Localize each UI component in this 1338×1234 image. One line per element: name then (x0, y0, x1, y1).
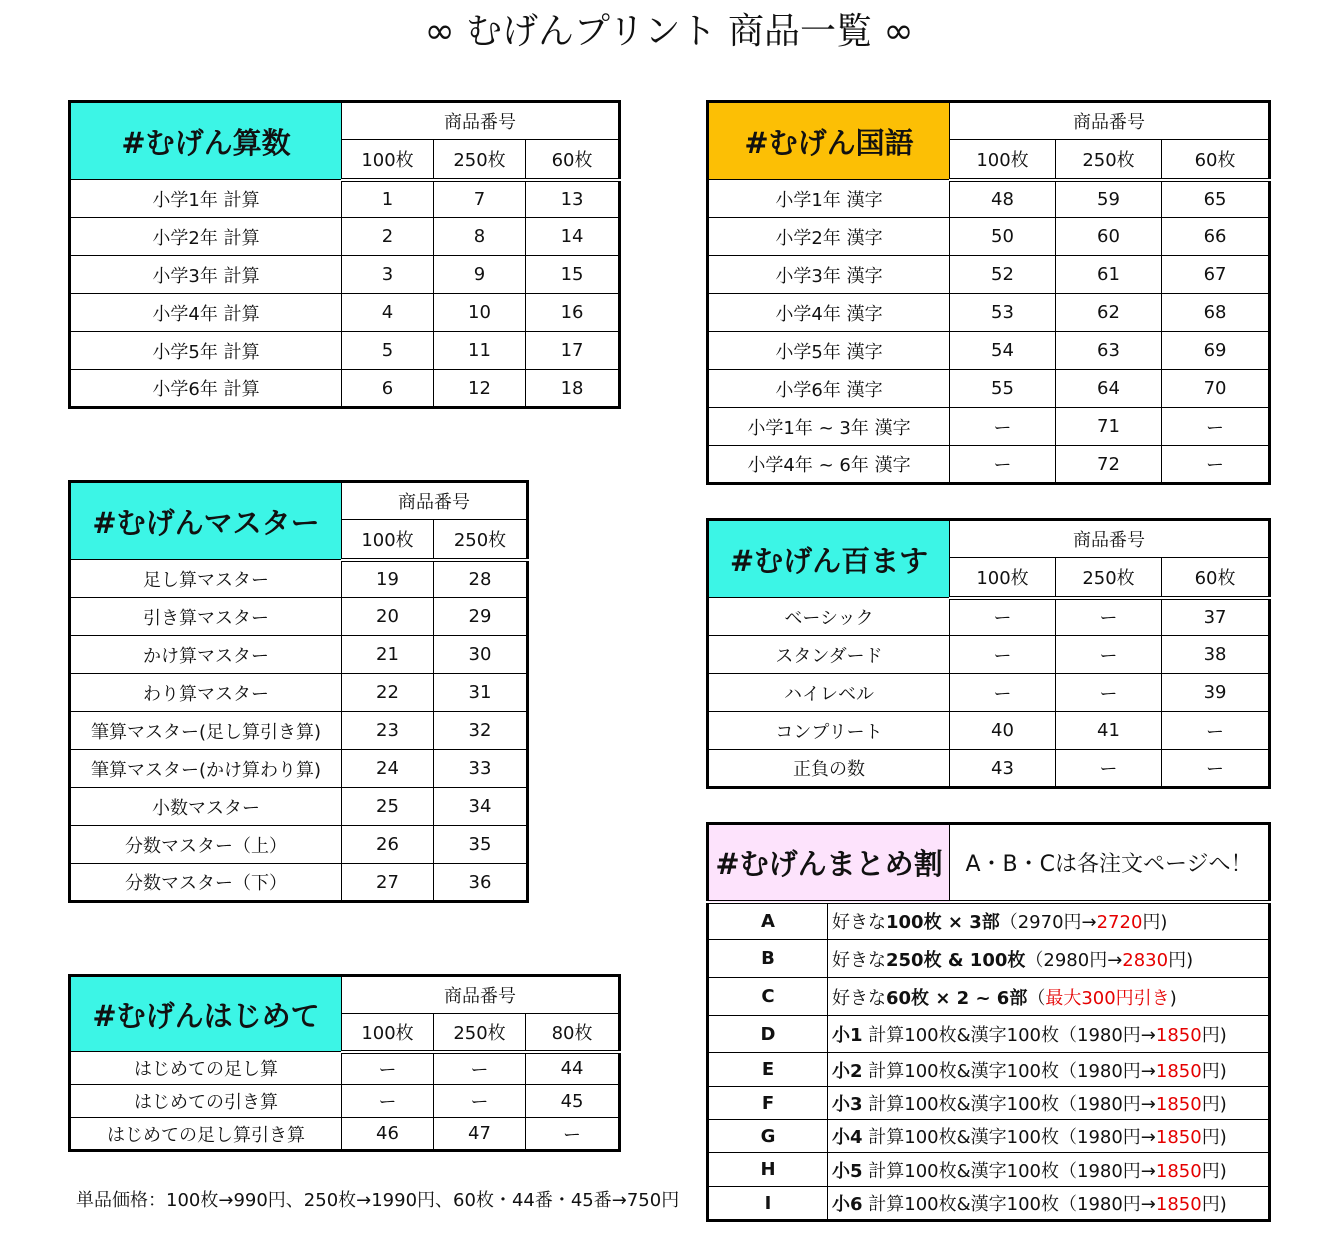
cell-100: 27 (342, 864, 434, 902)
table-row (708, 636, 1270, 674)
row-label: 小学3年 漢字 (708, 256, 950, 294)
row-label: はじめての足し算引き算 (70, 1118, 342, 1151)
desc-price: 計算100枚&漢字100枚（1980円→ (862, 1094, 1156, 1115)
desc-bold: 小6 (832, 1194, 863, 1215)
matome-table (706, 822, 1271, 1222)
cell-100: ー (950, 446, 1056, 484)
set-description (828, 1016, 1270, 1053)
table-row (708, 256, 1270, 294)
table-row (70, 294, 620, 332)
set-description (828, 1153, 1270, 1187)
table-row (708, 1120, 1270, 1153)
cell-100: 54 (950, 332, 1056, 370)
table-row (708, 902, 1270, 940)
desc-bold: 小5 (832, 1160, 863, 1182)
category-title: #むげん国語 (708, 102, 950, 180)
row-label: 小学5年 計算 (70, 332, 342, 370)
row-label: 筆算マスター(かけ算わり算) (70, 750, 342, 788)
category-title: #むげんはじめて (70, 976, 342, 1052)
cell-250: 64 (1056, 370, 1162, 408)
cell-60: 65 (1162, 180, 1270, 218)
desc-price: 計算100枚&漢字100枚（1980円→ (862, 1194, 1156, 1215)
product-number-header: 商品番号 (950, 520, 1270, 558)
table-row (708, 180, 1270, 218)
set-key: B (708, 940, 828, 978)
table-row (70, 180, 620, 218)
row-label: 小学3年 計算 (70, 256, 342, 294)
cell-100: 24 (342, 750, 434, 788)
cell-100: 43 (950, 750, 1056, 788)
set-key: I (708, 1187, 828, 1221)
set-key: F (708, 1087, 828, 1120)
row-label: かけ算マスター (70, 636, 342, 674)
desc-sale: 1850 (1155, 1025, 1202, 1046)
category-title: #むげん算数 (70, 102, 342, 180)
cell-250: 32 (434, 712, 528, 750)
row-label: 小学2年 漢字 (708, 218, 950, 256)
category-title: #むげんマスター (70, 482, 342, 560)
row-label: 小学4年 計算 (70, 294, 342, 332)
table-row (708, 1053, 1270, 1087)
cell-100: 53 (950, 294, 1056, 332)
cell-250: 12 (434, 370, 526, 408)
cell-250: 59 (1056, 180, 1162, 218)
desc-price: 計算100枚&漢字100枚（1980円→ (862, 1127, 1156, 1148)
set-key: A (708, 902, 828, 940)
col-100-header: 100枚 (342, 520, 434, 560)
desc-prefix: 好きな (832, 987, 886, 1009)
master-table (68, 480, 529, 903)
product-number-header: 商品番号 (342, 102, 620, 140)
table-row (70, 636, 528, 674)
desc-price: （2970円→ (999, 912, 1097, 934)
cell-100: 2 (342, 218, 434, 256)
table-row (708, 1153, 1270, 1187)
table-row (708, 370, 1270, 408)
cell-80: 44 (526, 1052, 620, 1085)
cell-80: 45 (526, 1085, 620, 1118)
col-250-header: 250枚 (1056, 558, 1162, 598)
table-row (70, 826, 528, 864)
set-description (828, 1053, 1270, 1087)
row-label: 小学5年 漢字 (708, 332, 950, 370)
cell-250: 72 (1056, 446, 1162, 484)
desc-bold: 小3 (832, 1094, 863, 1115)
table-row (70, 598, 528, 636)
set-description (828, 1120, 1270, 1153)
desc-prefix: 好きな (832, 949, 886, 971)
cell-60: 15 (526, 256, 620, 294)
order-note: A・B・Cは各注文ページへ！ (950, 824, 1270, 902)
cell-250: 10 (434, 294, 526, 332)
col-250-header: 250枚 (434, 1014, 526, 1052)
col-60-header: 60枚 (1162, 140, 1270, 180)
desc-bold: 60枚 × 2 ~ 6部 (886, 987, 1028, 1009)
desc-bold: 250枚 & 100枚 (886, 949, 1026, 971)
table-row (70, 750, 528, 788)
table-row (708, 1016, 1270, 1053)
cell-60: 67 (1162, 256, 1270, 294)
table-row (70, 218, 620, 256)
cell-100: 1 (342, 180, 434, 218)
cell-250: ー (1056, 750, 1162, 788)
product-number-header: 商品番号 (950, 102, 1270, 140)
desc-bold: 100枚 × 3部 (886, 912, 1000, 934)
table-row (708, 1187, 1270, 1221)
table-row (708, 674, 1270, 712)
col-100-header: 100枚 (950, 558, 1056, 598)
cell-250: 41 (1056, 712, 1162, 750)
cell-100: 3 (342, 256, 434, 294)
desc-suffix: 円) (1201, 1060, 1227, 1082)
table-row (70, 1052, 620, 1085)
col-60-header: 60枚 (1162, 558, 1270, 598)
cell-100: 25 (342, 788, 434, 826)
cell-250: 35 (434, 826, 528, 864)
desc-price: 計算100枚&漢字100枚（1980円→ (862, 1025, 1156, 1046)
desc-sale: 1850 (1155, 1060, 1202, 1082)
set-key: E (708, 1053, 828, 1087)
cell-250: 29 (434, 598, 528, 636)
cell-100: 6 (342, 370, 434, 408)
desc-price: （ (1027, 987, 1046, 1009)
row-label: 小学6年 漢字 (708, 370, 950, 408)
cell-60: 38 (1162, 636, 1270, 674)
cell-100: 52 (950, 256, 1056, 294)
set-description (828, 1087, 1270, 1120)
table-row (70, 674, 528, 712)
cell-100: 40 (950, 712, 1056, 750)
cell-250: 33 (434, 750, 528, 788)
col-60-header: 60枚 (526, 140, 620, 180)
cell-100: ー (342, 1052, 434, 1085)
col-100-header: 100枚 (342, 140, 434, 180)
cell-60: 13 (526, 180, 620, 218)
sansu-table (68, 100, 621, 409)
page-title: ∞ むげんプリント 商品一覧 ∞ (424, 11, 914, 52)
desc-price: （2980円→ (1025, 949, 1123, 971)
row-label: 小学1年 計算 (70, 180, 342, 218)
kokugo-table (706, 100, 1271, 485)
table-row (70, 864, 528, 902)
desc-suffix: 円) (1201, 1160, 1227, 1182)
unit-price-note: 単品価格：100枚→990円、250枚→1990円、60枚・44番・45番→750円 (76, 1190, 680, 1211)
desc-suffix: 円) (1201, 1127, 1227, 1148)
cell-100: 23 (342, 712, 434, 750)
cell-250: 31 (434, 674, 528, 712)
cell-80: ー (526, 1118, 620, 1151)
cell-60: ー (1162, 750, 1270, 788)
table-row (70, 1118, 620, 1151)
cell-100: 19 (342, 560, 434, 598)
cell-100: 22 (342, 674, 434, 712)
desc-bold: 小1 (832, 1025, 863, 1046)
cell-60: 69 (1162, 332, 1270, 370)
cell-100: 21 (342, 636, 434, 674)
table-row (708, 218, 1270, 256)
cell-250: ー (434, 1085, 526, 1118)
cell-100: 5 (342, 332, 434, 370)
row-label: わり算マスター (70, 674, 342, 712)
desc-sale: 最大300円引き (1045, 987, 1170, 1009)
cell-60: 68 (1162, 294, 1270, 332)
cell-60: 16 (526, 294, 620, 332)
desc-sale: 1850 (1155, 1160, 1202, 1182)
row-label: 小学4年 漢字 (708, 294, 950, 332)
desc-sale: 1850 (1155, 1127, 1202, 1148)
cell-60: ー (1162, 712, 1270, 750)
cell-60: 17 (526, 332, 620, 370)
desc-bold: 小2 (832, 1060, 863, 1082)
cell-250: 62 (1056, 294, 1162, 332)
table-row (708, 978, 1270, 1016)
cell-100: 55 (950, 370, 1056, 408)
cell-100: ー (950, 636, 1056, 674)
cell-100: 4 (342, 294, 434, 332)
desc-price: 計算100枚&漢字100枚（1980円→ (862, 1160, 1156, 1182)
desc-suffix: 円) (1201, 1094, 1227, 1115)
col-250-header: 250枚 (434, 520, 528, 560)
table-row (70, 256, 620, 294)
table-row (708, 408, 1270, 446)
row-label: 分数マスター（下） (70, 864, 342, 902)
row-label: 小学1年 ~ 3年 漢字 (708, 408, 950, 446)
table-row (70, 712, 528, 750)
cell-250: 11 (434, 332, 526, 370)
cell-250: 36 (434, 864, 528, 902)
hajimete-table (68, 974, 621, 1152)
cell-250: 47 (434, 1118, 526, 1151)
desc-suffix: 円) (1201, 1025, 1227, 1046)
desc-prefix: 好きな (832, 912, 886, 934)
cell-250: 9 (434, 256, 526, 294)
table-row (708, 940, 1270, 978)
cell-100: ー (950, 598, 1056, 636)
table-row (70, 1085, 620, 1118)
table-row (708, 446, 1270, 484)
table-row (70, 332, 620, 370)
category-title: #むげん百ます (708, 520, 950, 598)
cell-60: 66 (1162, 218, 1270, 256)
cell-250: ー (1056, 636, 1162, 674)
table-row (708, 1087, 1270, 1120)
cell-250: 30 (434, 636, 528, 674)
cell-250: 8 (434, 218, 526, 256)
col-80-header: 80枚 (526, 1014, 620, 1052)
col-100-header: 100枚 (342, 1014, 434, 1052)
cell-60: 37 (1162, 598, 1270, 636)
cell-60: 14 (526, 218, 620, 256)
row-label: 引き算マスター (70, 598, 342, 636)
col-250-header: 250枚 (1056, 140, 1162, 180)
table-row (708, 712, 1270, 750)
set-key: G (708, 1120, 828, 1153)
row-label: 小数マスター (70, 788, 342, 826)
cell-100: 50 (950, 218, 1056, 256)
product-number-header: 商品番号 (342, 976, 620, 1014)
cell-60: 39 (1162, 674, 1270, 712)
table-row (70, 788, 528, 826)
col-250-header: 250枚 (434, 140, 526, 180)
desc-sale: 1850 (1155, 1094, 1202, 1115)
cell-100: 20 (342, 598, 434, 636)
cell-250: 34 (434, 788, 528, 826)
category-title: #むげんまとめ割 (708, 824, 950, 902)
set-description (828, 902, 1270, 940)
row-label: コンプリート (708, 712, 950, 750)
row-label: ハイレベル (708, 674, 950, 712)
cell-250: ー (1056, 674, 1162, 712)
desc-price: 計算100枚&漢字100枚（1980円→ (862, 1060, 1156, 1082)
cell-60: ー (1162, 446, 1270, 484)
cell-250: 63 (1056, 332, 1162, 370)
cell-100: 26 (342, 826, 434, 864)
table-row (708, 332, 1270, 370)
cell-100: ー (950, 408, 1056, 446)
row-label: スタンダード (708, 636, 950, 674)
row-label: ベーシック (708, 598, 950, 636)
table-row (708, 750, 1270, 788)
desc-suffix: 円) (1201, 1194, 1227, 1215)
set-key: H (708, 1153, 828, 1187)
desc-sale: 2720 (1096, 912, 1143, 934)
desc-suffix: 円) (1168, 949, 1194, 971)
cell-250: 28 (434, 560, 528, 598)
cell-100: ー (950, 674, 1056, 712)
row-label: はじめての引き算 (70, 1085, 342, 1118)
cell-100: 48 (950, 180, 1056, 218)
cell-60: 70 (1162, 370, 1270, 408)
cell-60: ー (1162, 408, 1270, 446)
desc-sale: 1850 (1155, 1194, 1202, 1215)
cell-250: ー (1056, 598, 1162, 636)
product-number-header: 商品番号 (342, 482, 528, 520)
cell-250: 71 (1056, 408, 1162, 446)
desc-sale: 2830 (1122, 949, 1169, 971)
col-100-header: 100枚 (950, 140, 1056, 180)
row-label: 小学1年 漢字 (708, 180, 950, 218)
desc-suffix: 円) (1142, 912, 1168, 934)
row-label: 小学6年 計算 (70, 370, 342, 408)
cell-100: ー (342, 1085, 434, 1118)
set-description (828, 978, 1270, 1016)
row-label: 分数マスター（上） (70, 826, 342, 864)
cell-250: 7 (434, 180, 526, 218)
set-key: D (708, 1016, 828, 1053)
cell-250: 61 (1056, 256, 1162, 294)
cell-250: ー (434, 1052, 526, 1085)
table-row (708, 598, 1270, 636)
set-description (828, 1187, 1270, 1221)
hyakumasu-table (706, 518, 1271, 789)
row-label: 足し算マスター (70, 560, 342, 598)
row-label: 正負の数 (708, 750, 950, 788)
row-label: 小学2年 計算 (70, 218, 342, 256)
row-label: 筆算マスター(足し算引き算) (70, 712, 342, 750)
table-row (708, 294, 1270, 332)
desc-bold: 小4 (832, 1127, 863, 1148)
set-key: C (708, 978, 828, 1016)
cell-100: 46 (342, 1118, 434, 1151)
cell-60: 18 (526, 370, 620, 408)
cell-250: 60 (1056, 218, 1162, 256)
desc-suffix: ) (1169, 987, 1177, 1009)
row-label: 小学4年 ~ 6年 漢字 (708, 446, 950, 484)
table-row (70, 370, 620, 408)
set-description (828, 940, 1270, 978)
table-row (70, 560, 528, 598)
row-label: はじめての足し算 (70, 1052, 342, 1085)
